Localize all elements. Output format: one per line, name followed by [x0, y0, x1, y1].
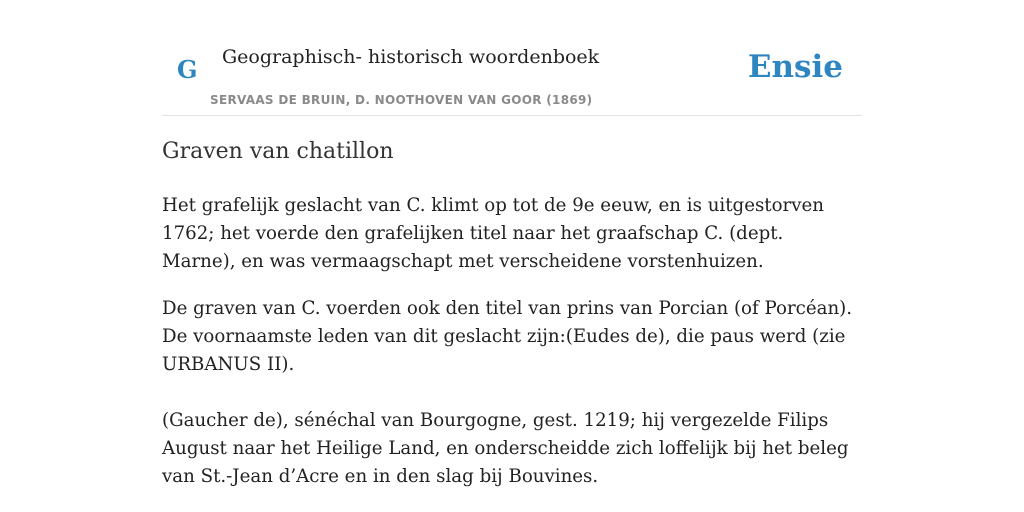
- book-title-link[interactable]: Geographisch- historisch woordenboek: [222, 46, 600, 68]
- book-authors: SERVAAS DE BRUIN, D. NOOTHOVEN VAN GOOR (1869): [210, 93, 593, 107]
- entry-paragraph: (Gaucher de), sénéchal van Bourgogne, gest. 1219; hij vergezelde Filips August naar het Heilige Land, en onderscheidde zich loffelijk bij het beleg van St.-Jean d’Acre en in den slag bij Bouvines.: [162, 410, 849, 487]
- ensie-logo-link[interactable]: Ensie: [747, 49, 843, 85]
- book-logo-icon[interactable]: G: [177, 55, 198, 84]
- entry-paragraph: De graven van C. voerden ook den titel van prins van Porcian (of Porcéan). De voornaamste leden van dit geslacht zijn:(Eudes de), die paus werd (zie URBANUS II).: [162, 298, 853, 375]
- header: [162, 38, 862, 116]
- entry-title: Graven van chatillon: [162, 139, 394, 164]
- entry-paragraph: Het grafelijk geslacht van C. klimt op tot de 9e eeuw, en is uitgestorven 1762; het voerde den grafelijken titel naar het graafschap C. (dept. Marne), en was vermaagschapt met verscheidene vorstenhuizen.: [162, 195, 824, 272]
